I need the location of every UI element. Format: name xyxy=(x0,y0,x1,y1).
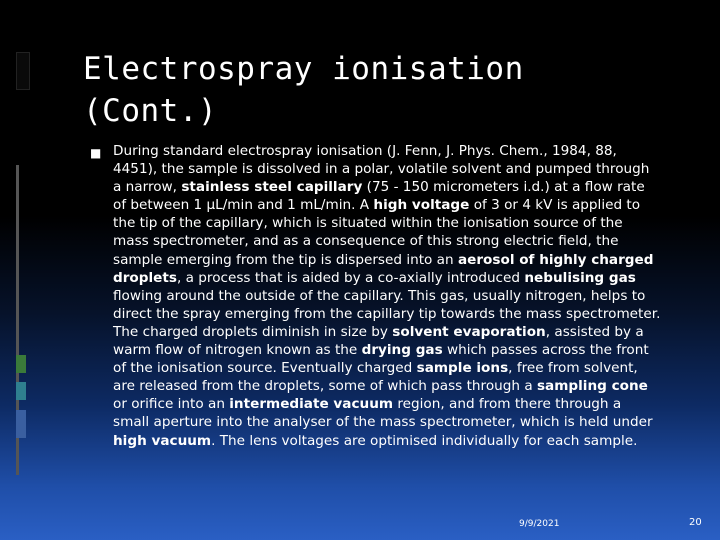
body-bold-term: aerosol of highly charged droplets xyxy=(113,251,654,286)
slide-title-line-2: (Cont.) xyxy=(83,93,218,129)
body-bold-term: sample ions xyxy=(416,360,509,377)
body-bold-term: sampling cone xyxy=(536,378,648,395)
body-text-run: . The lens voltages are optimised individually for each sample. xyxy=(211,432,638,449)
body-text-run: (75 - 150 micrometers i.d.) at a flow rate of between 1 µL/min and 1 mL/min. A xyxy=(113,179,645,214)
body-text-run: , free from solvent, are released from the droplets, some of which pass through a xyxy=(113,360,638,395)
accent-teal-block xyxy=(16,382,26,400)
accent-black-block xyxy=(16,52,30,90)
slide-title xyxy=(83,48,683,132)
body-bold-term: nebulising gas xyxy=(524,269,636,286)
square-bullet-icon: ■ xyxy=(90,146,102,160)
body-bold-term: drying gas xyxy=(361,342,443,359)
body-text-run: , assisted by a warm flow of nitrogen known as the xyxy=(113,323,644,359)
accent-blue-block xyxy=(16,410,26,438)
slide-number: 20 xyxy=(689,517,702,528)
body-text-run: During standard electrospray ionisation (J. Fenn, J. Phys. Chem., 1984, 88, 4451), the sample is dissolved in a polar, volatile solvent and pumped through a narrow, xyxy=(113,143,650,196)
footer-date: 9/9/2021 xyxy=(519,519,560,529)
bullet-body-text xyxy=(113,142,661,450)
body-text-run: or orifice into an xyxy=(113,396,230,413)
accent-green-block xyxy=(16,355,26,373)
body-text-run: of 3 or 4 kV is applied to the tip of the capillary, which is situated within the ionisation source of the mass spectrometer, and as a consequence of this strong electric field, the sample emerging from the tip is dispersed into an xyxy=(113,197,641,268)
body-text-run: , a process that is aided by a co-axially introduced xyxy=(176,269,525,286)
body-bold-term: high voltage xyxy=(373,197,470,214)
body-text-run: region, and from there through a small aperture into the analyser of the mass spectrometer, which is held under xyxy=(113,396,653,431)
body-bold-term: solvent evaporation xyxy=(392,323,546,340)
body-bold-term: stainless steel capillary xyxy=(181,179,363,196)
body-text-run: which passes across the front of the ionisation source. Eventually charged xyxy=(113,342,649,377)
body-bold-term: high vacuum xyxy=(113,432,212,449)
body-bold-term: intermediate vacuum xyxy=(229,396,394,413)
body-text-run: flowing around the outside of the capillary. This gas, usually nitrogen, helps to direct the spray emerging from the capillary tip towards the mass spectrometer. The charged droplets diminish in size by xyxy=(113,287,661,340)
slide-title-line-1: Electrospray ionisation xyxy=(83,51,524,87)
